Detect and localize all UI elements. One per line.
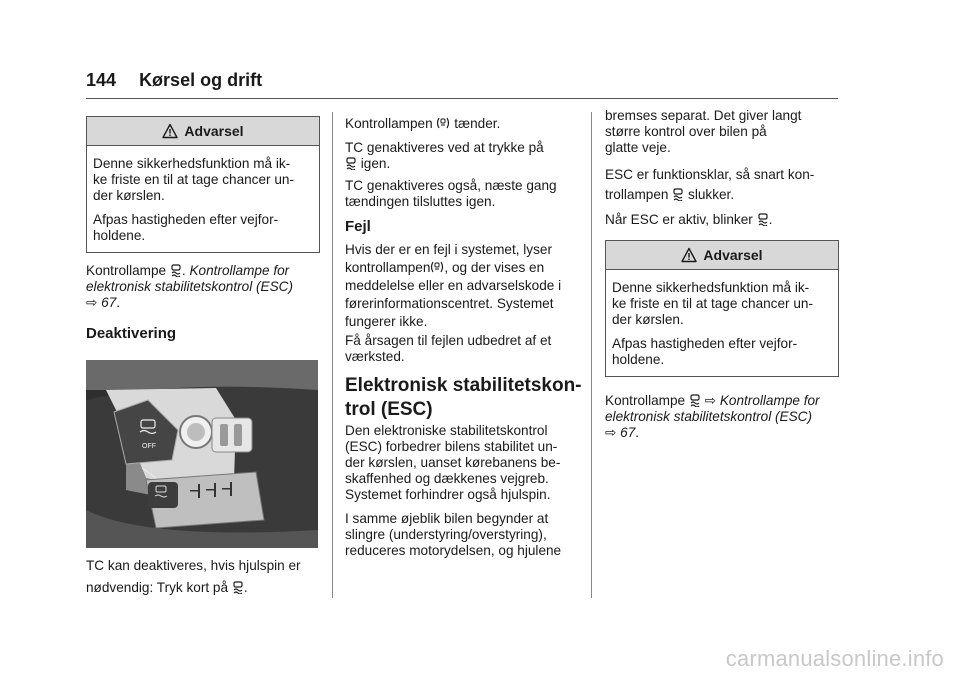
warning-box-2 — [605, 240, 839, 377]
header-rule — [86, 98, 838, 99]
warning-paragraph — [612, 280, 832, 328]
lamp-reference-2: Kontrollampe ⇨ Kontrollampe for elektronisk stabilitetskontrol (ESC) ⇨ 67. — [605, 393, 820, 440]
text: skaffenhed og dækkenes vejgreb. — [345, 471, 549, 486]
text: kontrollampen — [345, 260, 431, 275]
warning-paragraph — [612, 336, 832, 368]
esc-car-skid-icon — [232, 581, 244, 594]
page-number: 144 — [86, 70, 117, 90]
text: ESC er funktionsklar, så snart kon- — [605, 167, 815, 182]
warning-line: Denne sikkerhedsfunktion må ik- — [93, 156, 291, 171]
page-ref-arrow-icon: ⇨ — [704, 393, 717, 408]
text: Når ESC er aktiv, blinker — [605, 212, 753, 227]
chapter-title: Kørsel og drift — [139, 70, 263, 90]
watermark: carmanualsonline.info — [725, 646, 944, 671]
text: fungerer ikke. — [345, 314, 428, 329]
text: TC genaktiveres også, næste gang — [345, 178, 557, 193]
paragraph-reactivate — [345, 140, 585, 172]
esc-car-skid-icon — [757, 213, 769, 226]
warning-line: Denne sikkerhedsfunktion må ik- — [612, 280, 810, 295]
warning-body — [606, 270, 838, 376]
text: I samme øjeblik bilen begynder at — [345, 511, 549, 526]
heading-line: trol (ESC) — [345, 399, 433, 420]
paragraph-lamp-on — [345, 116, 585, 132]
lamp-label: Kontrollampe — [86, 263, 167, 278]
dashboard-switch-photo — [86, 360, 318, 548]
warning-body — [87, 146, 319, 252]
heading-line: Elektronisk stabilitetskon- — [345, 375, 582, 396]
page-header — [86, 70, 262, 91]
lamp-ref-link-cont[interactable]: elektronisk stabilitetskontrol (ESC) — [86, 279, 293, 294]
text: igen. — [360, 156, 391, 171]
lamp-ref-link[interactable]: Kontrollampe for — [719, 393, 820, 408]
text: meddelelse eller en advarselskode i — [345, 278, 562, 293]
text: glatte veje. — [605, 140, 671, 155]
warning-triangle-icon — [681, 247, 697, 263]
page-ref-arrow-icon: ⇨ — [605, 425, 617, 440]
text: , og der vises en — [444, 260, 545, 275]
caption-line: TC kan deaktiveres, hvis hjulspin er — [86, 558, 301, 573]
warning-line: ke friste en til at tage chancer un- — [93, 172, 294, 187]
warning-line: der kørslen. — [93, 188, 165, 203]
caption-paragraph: TC kan deaktiveres, hvis hjulspin er nødvendig: Tryk kort på . — [86, 558, 301, 595]
warning-triangle-icon — [162, 123, 178, 139]
text: Den elektroniske stabilitetskontrol — [345, 423, 548, 438]
esc-car-skid-icon — [689, 394, 701, 407]
warning-paragraph — [93, 156, 313, 204]
lamp-ref-link[interactable]: Kontrollampe for — [189, 263, 290, 278]
text: Systemet forhindrer også hjulspin. — [345, 487, 551, 502]
paragraph-fault — [345, 241, 585, 331]
tc-off-lamp-icon — [436, 116, 450, 130]
paragraph-workshop — [345, 333, 585, 365]
paragraph-esc-ready — [605, 165, 845, 205]
lamp-ref-link-cont[interactable]: elektronisk stabilitetskontrol (ESC) — [605, 409, 812, 424]
text: slukker. — [688, 187, 735, 202]
warning-line: Afpas hastigheden efter vejfor- — [612, 336, 798, 351]
warning-paragraph — [93, 212, 313, 244]
caption-line: nødvendig: Tryk kort på — [86, 580, 229, 595]
text: trollampen — [605, 187, 669, 202]
photo-off-label: OFF — [142, 443, 156, 450]
warning-line: holdene. — [93, 228, 146, 243]
esc-car-skid-icon — [672, 188, 684, 201]
paragraph-esc-intro — [345, 423, 585, 503]
text: reduceres motorydelsen, og hjulene — [345, 543, 562, 558]
warning-line: ke friste en til at tage chancer un- — [612, 296, 813, 311]
esc-car-skid-icon — [345, 157, 357, 170]
warning-line: holdene. — [612, 352, 665, 367]
lamp-label: Kontrollampe — [605, 393, 686, 408]
paragraph-braking — [605, 108, 845, 156]
warning-title: Advarsel — [184, 123, 244, 139]
section-heading-fejl: Fejl — [345, 218, 371, 235]
text: TC genaktiveres ved at trykke på — [345, 140, 544, 155]
column-divider-2 — [591, 112, 592, 598]
page-ref[interactable]: 67 — [101, 295, 117, 310]
warning-line: Afpas hastigheden efter vejfor- — [93, 212, 279, 227]
text: førerinformationscentret. Systemet — [345, 296, 554, 311]
section-heading-deaktivering: Deaktivering — [86, 325, 177, 342]
text: værksted. — [345, 349, 405, 364]
page-ref-arrow-icon: ⇨ — [86, 295, 98, 310]
section-heading-esc — [345, 374, 585, 422]
text: Kontrollampen — [345, 116, 433, 131]
esc-car-skid-icon — [170, 264, 182, 277]
column-divider-1 — [332, 112, 333, 598]
text: tændingen tilsluttes igen. — [345, 194, 496, 209]
tc-off-lamp-icon — [430, 260, 444, 274]
text: slingre (understyring/overstyring), — [345, 527, 547, 542]
text: Hvis der er en fejl i systemet, lyser — [345, 242, 552, 257]
lamp-reference-1: Kontrollampe . Kontrollampe for elektronisk stabilitetskontrol (ESC) ⇨ 67. — [86, 263, 293, 310]
paragraph-esc-behaviour — [345, 511, 585, 559]
warning-box-1 — [86, 116, 320, 253]
text: bremses separat. Det giver langt — [605, 108, 802, 123]
warning-line: der kørslen. — [612, 312, 684, 327]
warning-header — [87, 117, 319, 146]
text: Få årsagen til fejlen udbedret af et — [345, 333, 552, 348]
text: tænder. — [454, 116, 501, 131]
warning-header — [606, 241, 838, 270]
warning-title: Advarsel — [703, 247, 763, 263]
text: (ESC) forbedrer bilens stabilitet un- — [345, 439, 558, 454]
text: der kørslen, uanset kørebanens be- — [345, 455, 561, 470]
paragraph-ignition — [345, 178, 585, 210]
paragraph-esc-active: Når ESC er aktiv, blinker . — [605, 212, 773, 227]
text: større kontrol over bilen på — [605, 124, 767, 139]
page-ref[interactable]: 67 — [620, 425, 636, 440]
